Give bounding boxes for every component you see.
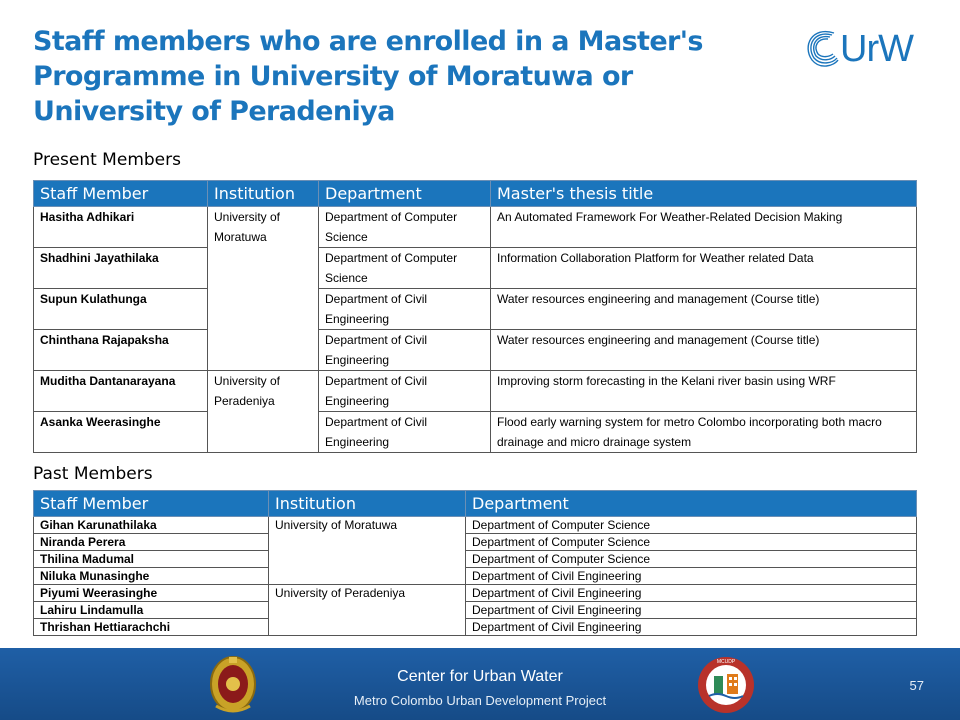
institution-cell	[269, 568, 466, 585]
header-institution: Institution	[208, 181, 319, 207]
department-cell: Department of Computer Science	[319, 207, 491, 248]
curw-logo-swirl-icon	[800, 24, 940, 72]
staff-name: Thrishan Hettiarachchi	[34, 619, 269, 636]
department-cell: Department of Civil Engineering	[319, 412, 491, 453]
institution-cell	[269, 602, 466, 619]
present-members-label: Present Members	[33, 150, 181, 170]
page-number: 57	[909, 678, 924, 693]
header-staff-member: Staff Member	[34, 491, 269, 517]
footer-subtitle: Metro Colombo Urban Development Project	[353, 693, 607, 708]
institution-cell: University of Peradeniya	[269, 585, 466, 602]
institution-cell	[269, 551, 466, 568]
table-row	[34, 371, 917, 412]
staff-name: Chinthana Rajapaksha	[34, 330, 208, 371]
thesis-cell: Improving storm forecasting in the Kelani river basin using WRF	[491, 371, 917, 412]
institution-cell	[208, 289, 319, 330]
table-row	[34, 248, 917, 289]
table-row	[34, 330, 917, 371]
institution-cell	[269, 534, 466, 551]
table-header-row	[34, 491, 917, 517]
department-cell: Department of Computer Science	[319, 248, 491, 289]
present-members-table	[33, 180, 917, 453]
institution-cell	[208, 248, 319, 289]
institution-cell: University of Moratuwa	[269, 517, 466, 534]
department-cell: Department of Civil Engineering	[466, 602, 917, 619]
staff-name: Muditha Dantanarayana	[34, 371, 208, 412]
table-row	[34, 534, 917, 551]
footer-bar	[0, 648, 960, 720]
table-row	[34, 585, 917, 602]
staff-name: Hasitha Adhikari	[34, 207, 208, 248]
header-institution: Institution	[269, 491, 466, 517]
department-cell: Department of Computer Science	[466, 534, 917, 551]
department-cell: Department of Civil Engineering	[319, 371, 491, 412]
staff-name: Niranda Perera	[34, 534, 269, 551]
table-row	[34, 602, 917, 619]
department-cell: Department of Computer Science	[466, 517, 917, 534]
department-cell: Department of Civil Engineering	[466, 568, 917, 585]
table-row	[34, 551, 917, 568]
table-row	[34, 412, 917, 453]
table-header-row	[34, 181, 917, 207]
header-thesis-title: Master's thesis title	[491, 181, 917, 207]
department-cell: Department of Civil Engineering	[319, 330, 491, 371]
thesis-cell: Information Collaboration Platform for Weather related Data	[491, 248, 917, 289]
thesis-cell: Water resources engineering and management (Course title)	[491, 330, 917, 371]
staff-name: Supun Kulathunga	[34, 289, 208, 330]
table-row	[34, 289, 917, 330]
staff-name: Piyumi Weerasinghe	[34, 585, 269, 602]
thesis-cell: Water resources engineering and management (Course title)	[491, 289, 917, 330]
department-cell: Department of Civil Engineering	[466, 585, 917, 602]
header-department: Department	[319, 181, 491, 207]
staff-name: Lahiru Lindamulla	[34, 602, 269, 619]
svg-text:UrW: UrW	[840, 28, 913, 70]
institution-cell	[208, 412, 319, 453]
department-cell: Department of Computer Science	[466, 551, 917, 568]
institution-cell: University of Moratuwa	[208, 207, 319, 248]
institution-cell	[269, 619, 466, 636]
mcudp-logo-text: MCUDP	[716, 659, 736, 665]
table-row	[34, 207, 917, 248]
footer-title: Center for Urban Water	[397, 668, 563, 685]
header-staff-member: Staff Member	[34, 181, 208, 207]
staff-name: Thilina Madumal	[34, 551, 269, 568]
header-department: Department	[466, 491, 917, 517]
institution-cell: University of Peradeniya	[208, 371, 319, 412]
mcudp-logo-icon	[697, 656, 755, 714]
table-row	[34, 619, 917, 636]
past-members-table	[33, 490, 917, 636]
thesis-cell: An Automated Framework For Weather-Related Decision Making	[491, 207, 917, 248]
curw-logo	[800, 24, 940, 72]
staff-name: Asanka Weerasinghe	[34, 412, 208, 453]
department-cell: Department of Civil Engineering	[319, 289, 491, 330]
institution-cell	[208, 330, 319, 371]
staff-name: Gihan Karunathilaka	[34, 517, 269, 534]
past-members-label: Past Members	[33, 464, 153, 484]
department-cell: Department of Civil Engineering	[466, 619, 917, 636]
slide-title: Staff members who are enrolled in a Master's Programme in University of Moratuwa or University of Peradeniya	[33, 26, 703, 127]
table-row	[34, 568, 917, 585]
thesis-cell: Flood early warning system for metro Colombo incorporating both macro drainage and micro drainage system	[491, 412, 917, 453]
staff-name: Shadhini Jayathilaka	[34, 248, 208, 289]
staff-name: Niluka Munasinghe	[34, 568, 269, 585]
table-row	[34, 517, 917, 534]
